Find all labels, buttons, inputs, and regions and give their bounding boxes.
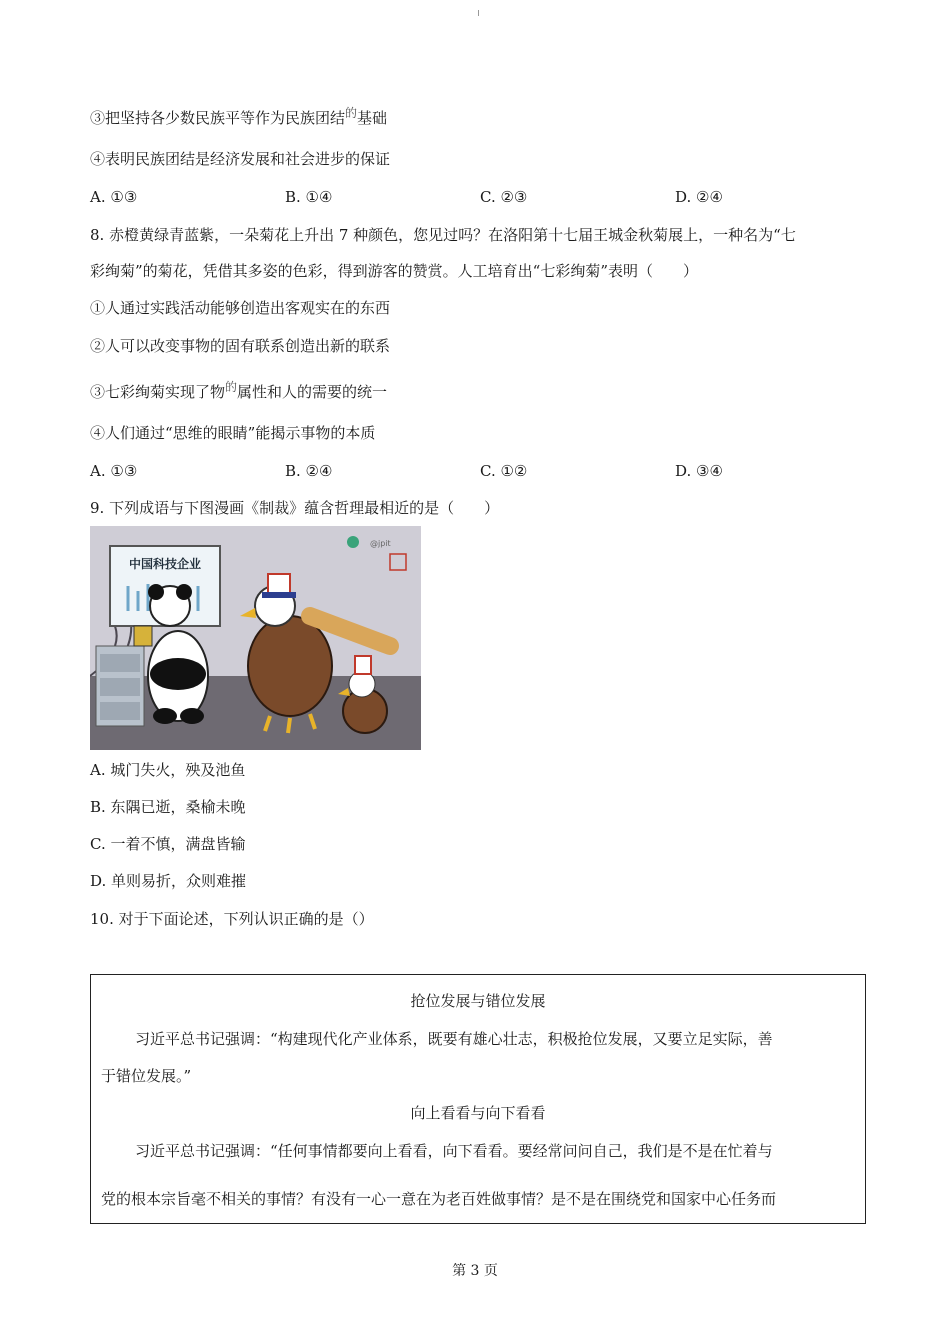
material-para-2-line-2: 党的根本宗旨毫不相关的事情？有没有一心一意在为老百姓做事情？是不是在围绕党和国家中心任务而: [101, 1190, 777, 1208]
material-para-2-line-1: 习近平总书记强调：“任何事情都要向上看看，向下看看。要经常问问自己，我们是不是在忙着与: [135, 1142, 773, 1160]
q8-item-1: ①人通过实践活动能够创造出客观实在的东西: [90, 299, 391, 317]
q8-option-c[interactable]: C. ①②: [480, 462, 528, 480]
material-heading-1: 抢位发展与错位发展: [410, 992, 546, 1010]
q8-stem-line-1: 8. 赤橙黄绿青蓝紫，一朵菊花上升出 7 种颜色，您见过吗？在洛阳第十七届王城金秋菊展上，一种名为“七: [90, 226, 796, 244]
material-para-1-line-1: 习近平总书记强调：“构建现代化产业体系，既要有雄心壮志，积极抢位发展，又要立足实际，善: [135, 1030, 773, 1048]
q9-option-b[interactable]: B. 东隅已逝，桑榆未晚: [90, 798, 246, 816]
comic-illustration: [90, 526, 421, 750]
q7-option-b[interactable]: B. ①④: [285, 188, 333, 206]
q7-option-d[interactable]: D. ②④: [675, 188, 723, 206]
q7-item-3: ③把坚持各少数民族平等作为民族团结$^的$基础: [90, 106, 388, 127]
q8-item-2: ②人可以改变事物的固有联系创造出新的联系: [90, 337, 391, 355]
q10-stem: 10. 对于下面论述，下列认识正确的是（）: [90, 910, 374, 928]
comic-board-title: 中国科技企业: [128, 557, 202, 571]
q10-material-box: [90, 974, 866, 1224]
top-tick-mark: [478, 10, 479, 16]
q7-option-c[interactable]: C. ②③: [480, 188, 528, 206]
q9-stem: 9. 下列成语与下图漫画《制裁》蕴含哲理最相近的是（ ）: [90, 499, 500, 517]
q8-option-b[interactable]: B. ②④: [285, 462, 333, 480]
q7-item-4: ④表明民族团结是经济发展和社会进步的保证: [90, 150, 391, 168]
material-para-1-line-2: 于错位发展。”: [101, 1067, 192, 1085]
q8-option-d[interactable]: D. ③④: [675, 462, 723, 480]
q8-item-3: ③七彩绚菊实现了物$^的$属性和人的需要的统一: [90, 380, 388, 401]
comic-watermark: @jpit: [370, 539, 391, 548]
q8-stem-line-2: 彩绚菊”的菊花，凭借其多姿的色彩，得到游客的赞赏。人工培育出“七彩绚菊”表明（ ）: [90, 262, 699, 280]
sanctions-comic-image: [90, 526, 421, 750]
q8-option-a[interactable]: A. ①③: [90, 462, 138, 480]
q9-option-a[interactable]: A. 城门失火，殃及池鱼: [90, 761, 246, 779]
q7-option-a[interactable]: A. ①③: [90, 188, 138, 206]
page-number: 第 3 页: [452, 1263, 498, 1279]
q8-item-4: ④人们通过“思维的眼睛”能揭示事物的本质: [90, 424, 376, 442]
material-heading-2: 向上看看与向下看看: [410, 1104, 546, 1122]
q9-option-c[interactable]: C. 一着不慎，满盘皆输: [90, 835, 246, 853]
q9-option-d[interactable]: D. 单则易折，众则难摧: [90, 872, 247, 890]
